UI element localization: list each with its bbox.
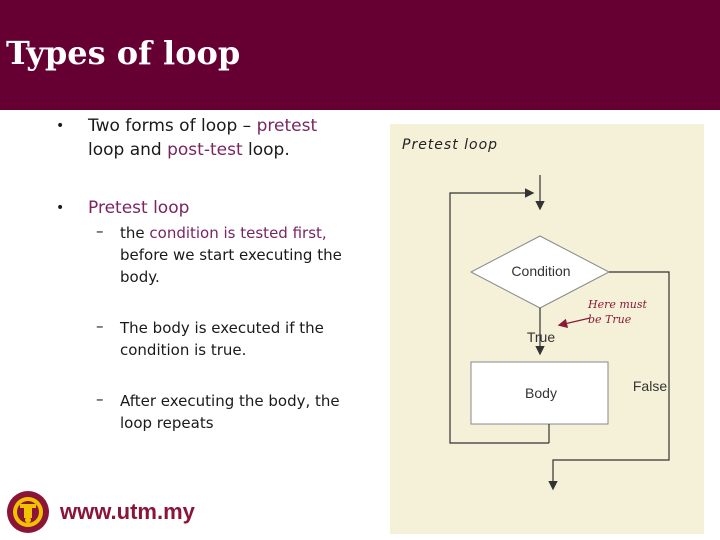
slide-title: Types of loop	[6, 34, 241, 72]
bullet-pretest: Pretest loop	[88, 198, 190, 218]
bullet-forms-text: Two forms of loop –	[88, 116, 257, 136]
footer-url[interactable]: www.utm.my	[60, 499, 195, 524]
sub-repeat-line1: After executing the body, the	[120, 392, 340, 410]
note-line1: Here must	[588, 298, 647, 311]
dash-marker: –	[96, 390, 104, 408]
bullet-marker: •	[56, 200, 65, 216]
condition-tested-term: condition is tested first,	[149, 224, 327, 242]
diagram-title: Pretest loop	[402, 137, 499, 153]
body-label: Body	[525, 385, 557, 401]
bullet-forms-text3: loop.	[242, 140, 290, 160]
sub-text: the	[120, 224, 150, 242]
bullet-marker: •	[56, 118, 65, 134]
dash-marker: –	[96, 222, 104, 240]
sub-body-line1: The body is executed if the	[120, 319, 324, 337]
note-arrow	[560, 318, 590, 325]
condition-label: Condition	[511, 263, 571, 279]
false-label: False	[632, 378, 668, 394]
note-line2: be True	[588, 313, 632, 326]
bullet-forms-text2: loop and	[88, 140, 168, 160]
dash-marker: –	[96, 317, 104, 335]
sub-condition-line3: body.	[120, 268, 160, 286]
posttest-term: post-test	[167, 140, 243, 160]
true-label: True	[526, 329, 556, 345]
pretest-term: pretest	[256, 116, 318, 136]
sub-condition-line2: before we start executing the	[120, 246, 342, 264]
sub-body-line2: condition is true.	[120, 341, 247, 359]
utm-logo-icon	[6, 490, 50, 534]
sub-repeat-line2: loop repeats	[120, 414, 214, 432]
